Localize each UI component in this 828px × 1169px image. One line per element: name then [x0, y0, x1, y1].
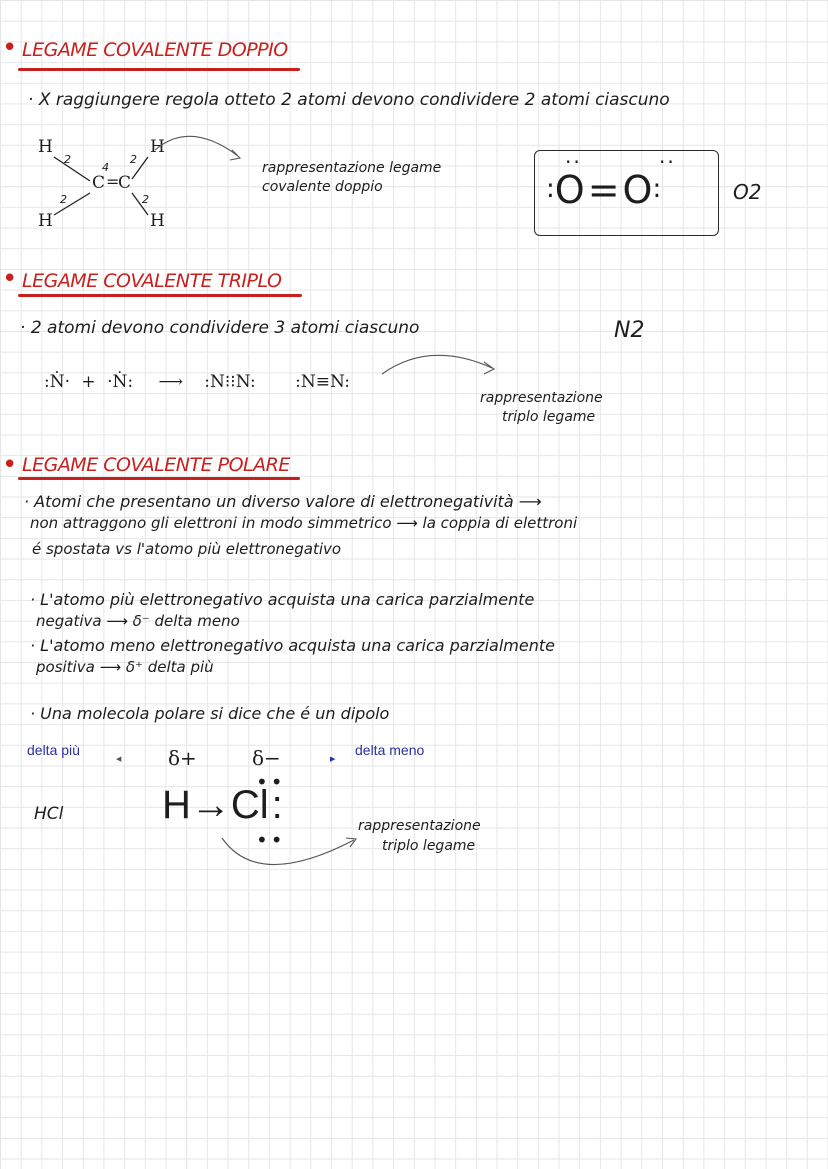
curved-arrow — [218, 830, 368, 880]
curved-arrow — [380, 344, 500, 384]
note-line: rappresentazione — [480, 390, 603, 406]
note-line: triplo legame — [502, 409, 596, 425]
bullet-text-polar: · Atomi che presentano un diverso valore di elettronegatività ⟶ — [24, 492, 542, 511]
label-delta-meno: delta meno — [355, 742, 425, 758]
delta-minus: δ− — [252, 746, 281, 770]
lone-pair-dots: •• — [256, 770, 286, 794]
label-delta-piu: delta più — [27, 742, 80, 758]
h-atom: H — [38, 211, 53, 231]
bullet-dot: • — [2, 33, 18, 63]
lone-pair-dots: ·· — [659, 150, 676, 174]
electron-count: 2 — [142, 193, 149, 206]
text-line: non attraggono gli elettroni in modo simmetrico ⟶ la coppia di elettroni — [30, 514, 578, 532]
hcl-formula: HCl — [34, 804, 64, 824]
heading-doppio: LEGAME COVALENTE DOPPIO — [22, 39, 288, 61]
o2-formula: O2 — [733, 180, 762, 204]
n2-formula: N2 — [614, 318, 645, 343]
arrow-left-icon: ◀ — [116, 755, 122, 763]
note-line: covalente doppio — [262, 179, 383, 195]
text-line: Atomi che presentano un diverso valore di elettronegatività ⟶ — [34, 492, 542, 511]
electron-count: 2 — [60, 193, 67, 206]
o-atom: O — [622, 168, 653, 212]
lone-pair-dots: ·· — [565, 150, 582, 174]
electron-count: 2 — [130, 153, 137, 166]
h-atom: H — [38, 137, 53, 157]
dipole-arrow: → — [190, 783, 231, 827]
n2-triple-bond: :N≡N: — [295, 372, 350, 392]
lone-pair: : — [271, 783, 283, 827]
heading-underline — [18, 68, 300, 71]
h-atom: H — [162, 783, 191, 827]
o-atom: O — [554, 168, 585, 212]
arrow-right-icon: ▶ — [330, 755, 336, 763]
bullet-text-polar: · L'atomo meno elettronegativo acquista una carica parzialmente — [30, 636, 555, 655]
n2-equation — [44, 372, 350, 392]
n-atom: ·Ṅ: — [107, 372, 134, 392]
plus-sign: + — [81, 372, 96, 392]
bullet-text-triplo: · 2 atomi devono condividere 3 atomi ciascuno — [20, 318, 420, 338]
text-line: L'atomo più elettronegativo acquista una carica parzialmente — [40, 590, 535, 609]
double-bond: = — [106, 172, 120, 191]
bullet-text-polar: · L'atomo più elettronegativo acquista una carica parzialmente — [30, 590, 535, 609]
n-atom: :Ṅ· — [44, 372, 71, 392]
heading-polare: LEGAME COVALENTE POLARE — [22, 454, 290, 476]
electron-count: 2 — [64, 153, 71, 166]
bullet-dot: • — [2, 264, 18, 294]
h-atom: H — [150, 137, 165, 157]
bullet-text-polar: · Una molecola polare si dice che é un dipolo — [30, 704, 390, 723]
delta-plus: δ+ — [168, 746, 197, 770]
text-line: Una molecola polare si dice che é un dipolo — [40, 704, 390, 723]
o2-lewis-structure: :O=O: — [546, 168, 662, 212]
bullet-text: X raggiungere regola otteto 2 atomi devono condividere 2 atomi ciascuno — [38, 90, 670, 110]
note-line: rappresentazione legame — [262, 160, 442, 176]
note-line: triplo legame — [382, 838, 476, 854]
text-line: é spostata vs l'atomo più elettronegativo — [32, 540, 342, 558]
heading-underline — [18, 294, 302, 297]
c-atom: C — [118, 173, 132, 193]
lone-pair-dots: •• — [256, 828, 286, 852]
text-line: L'atomo meno elettronegativo acquista una carica parzialmente — [40, 636, 555, 655]
heading-underline — [18, 477, 300, 480]
electron-count: 4 — [102, 161, 109, 174]
heading-triplo: LEGAME COVALENTE TRIPLO — [22, 270, 282, 292]
bullet-text: 2 atomi devono condividere 3 atomi ciascuno — [30, 318, 420, 338]
curved-arrow — [150, 120, 260, 170]
cl-atom: Cl — [230, 783, 269, 827]
bullet-text-doppio: · X raggiungere regola otteto 2 atomi devono condividere 2 atomi ciascuno — [28, 90, 670, 110]
note-line: rappresentazione — [358, 818, 481, 834]
c-atom: C — [92, 173, 106, 193]
bullet-dot: • — [2, 450, 18, 480]
h-atom: H — [150, 211, 165, 231]
text-line: positiva ⟶ δ⁺ delta più — [36, 658, 214, 676]
reaction-arrow: ⟶ — [158, 372, 183, 392]
text-line: negativa ⟶ δ⁻ delta meno — [36, 612, 240, 630]
n2-dots: :N⁝⁝N: — [204, 372, 256, 392]
